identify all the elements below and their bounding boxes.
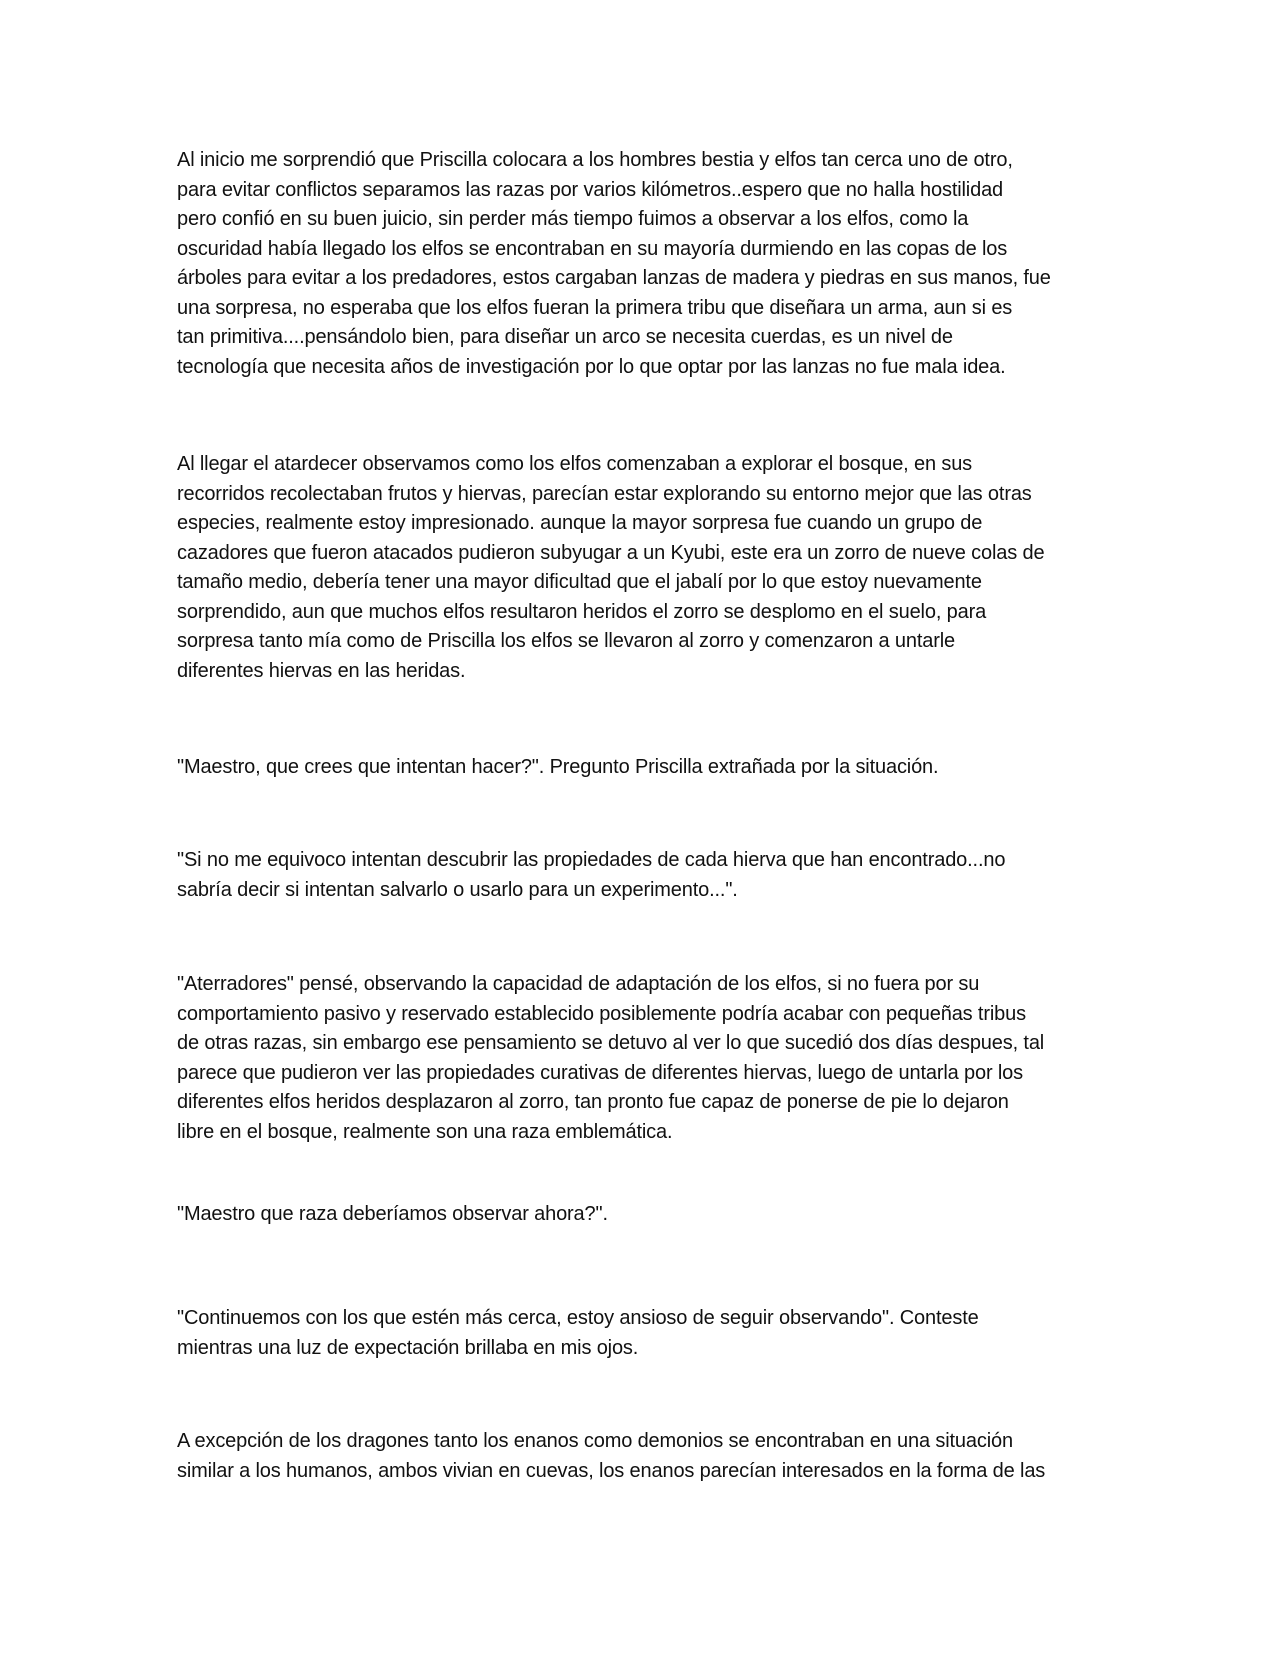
text-line: para evitar conflictos separamos las razas por varios kilómetros..espero que no halla hostilidad <box>177 178 1004 201</box>
text-line: "Continuemos con los que estén más cerca, estoy ansioso de seguir observando". Conteste <box>177 1307 979 1329</box>
text-line: sabría decir si intentan salvarlo o usarlo para un experimento...". <box>177 878 738 901</box>
text-line: "Maestro, que crees que intentan hacer?". Pregunto Priscilla extrañada por la situación. <box>177 756 939 778</box>
text-line: recorridos recolectaban frutos y hiervas, parecían estar explorando su entorno mejor que las otras <box>177 482 1032 505</box>
paragraph-elf-exploration <box>177 450 1117 686</box>
text-line: diferentes hiervas en las heridas. <box>177 659 466 682</box>
text-line: Al inicio me sorprendió que Priscilla colocara a los hombres bestia y elfos tan cerca uno de otro, <box>177 149 1013 171</box>
text-line: comportamiento pasivo y reservado establecido posiblemente podría acabar con pequeñas tribus <box>177 1002 1026 1025</box>
text-line: parece que pudieron ver las propiedades curativas de diferentes hiervas, luego de untarla por los <box>177 1061 1023 1084</box>
text-line: "Aterradores" pensé, observando la capacidad de adaptación de los elfos, si no fuera por su <box>177 973 980 995</box>
text-line: árboles para evitar a los predadores, estos cargaban lanzas de madera y piedras en sus manos, fue <box>177 267 1051 289</box>
text-line: tan primitiva....pensándolo bien, para diseñar un arco se necesita cuerdas, es un nivel de <box>177 326 953 348</box>
text-line: oscuridad había llegado los elfos se encontraban en su mayoría durmiendo en las copas de los <box>177 237 1008 260</box>
text-line: similar a los humanos, ambos vivian en cuevas, los enanos parecían interesados en la forma de las <box>177 1459 1046 1482</box>
text-line: pero confió en su buen juicio, sin perder más tiempo fuimos a observar a los elfos, como la <box>177 208 969 230</box>
paragraph-next-race-question <box>177 1200 1117 1230</box>
text-line: de otras razas, sin embargo ese pensamiento se detuvo al ver lo que sucedió dos días despues, tal <box>177 1032 1045 1054</box>
text-line: una sorpresa, no esperaba que los elfos fueran la primera tribu que diseñara un arma, aun si es <box>177 296 1013 319</box>
text-line: libre en el bosque, realmente son una raza emblemática. <box>177 1120 673 1143</box>
text-line: tecnología que necesita años de investigación por lo que optar por las lanzas no fue mala idea. <box>177 355 1006 378</box>
paragraph-continue-observing <box>177 1304 1117 1363</box>
text-line: sorprendido, aun que muchos elfos resultaron heridos el zorro se desplomo en el suelo, para <box>177 600 987 623</box>
text-line: tamaño medio, debería tener una mayor dificultad que el jabalí por lo que estoy nuevamente <box>177 571 982 593</box>
paragraph-elf-weapons <box>177 146 1117 382</box>
text-line: diferentes elfos heridos desplazaron al zorro, tan pronto fue capaz de ponerse de pie lo dejaron <box>177 1091 1009 1113</box>
paragraph-terrifying-elves <box>177 970 1117 1147</box>
paragraph-priscilla-question <box>177 753 1117 783</box>
text-line: "Maestro que raza deberíamos observar ahora?". <box>177 1203 608 1225</box>
text-line: A excepción de los dragones tanto los enanos como demonios se encontraban en una situación <box>177 1430 1013 1452</box>
paragraph-master-answer <box>177 846 1117 905</box>
paragraph-dwarves-demons <box>177 1427 1117 1486</box>
text-line: Al llegar el atardecer observamos como los elfos comenzaban a explorar el bosque, en sus <box>177 453 973 475</box>
text-line: cazadores que fueron atacados pudieron subyugar a un Kyubi, este era un zorro de nueve colas de <box>177 541 1045 564</box>
text-line: especies, realmente estoy impresionado. aunque la mayor sorpresa fue cuando un grupo de <box>177 512 983 534</box>
text-line: mientras una luz de expectación brillaba en mis ojos. <box>177 1336 639 1359</box>
text-line: sorpresa tanto mía como de Priscilla los elfos se llevaron al zorro y comenzaron a untarle <box>177 630 955 652</box>
text-line: "Si no me equivoco intentan descubrir las propiedades de cada hierva que han encontrado...no <box>177 849 1006 871</box>
